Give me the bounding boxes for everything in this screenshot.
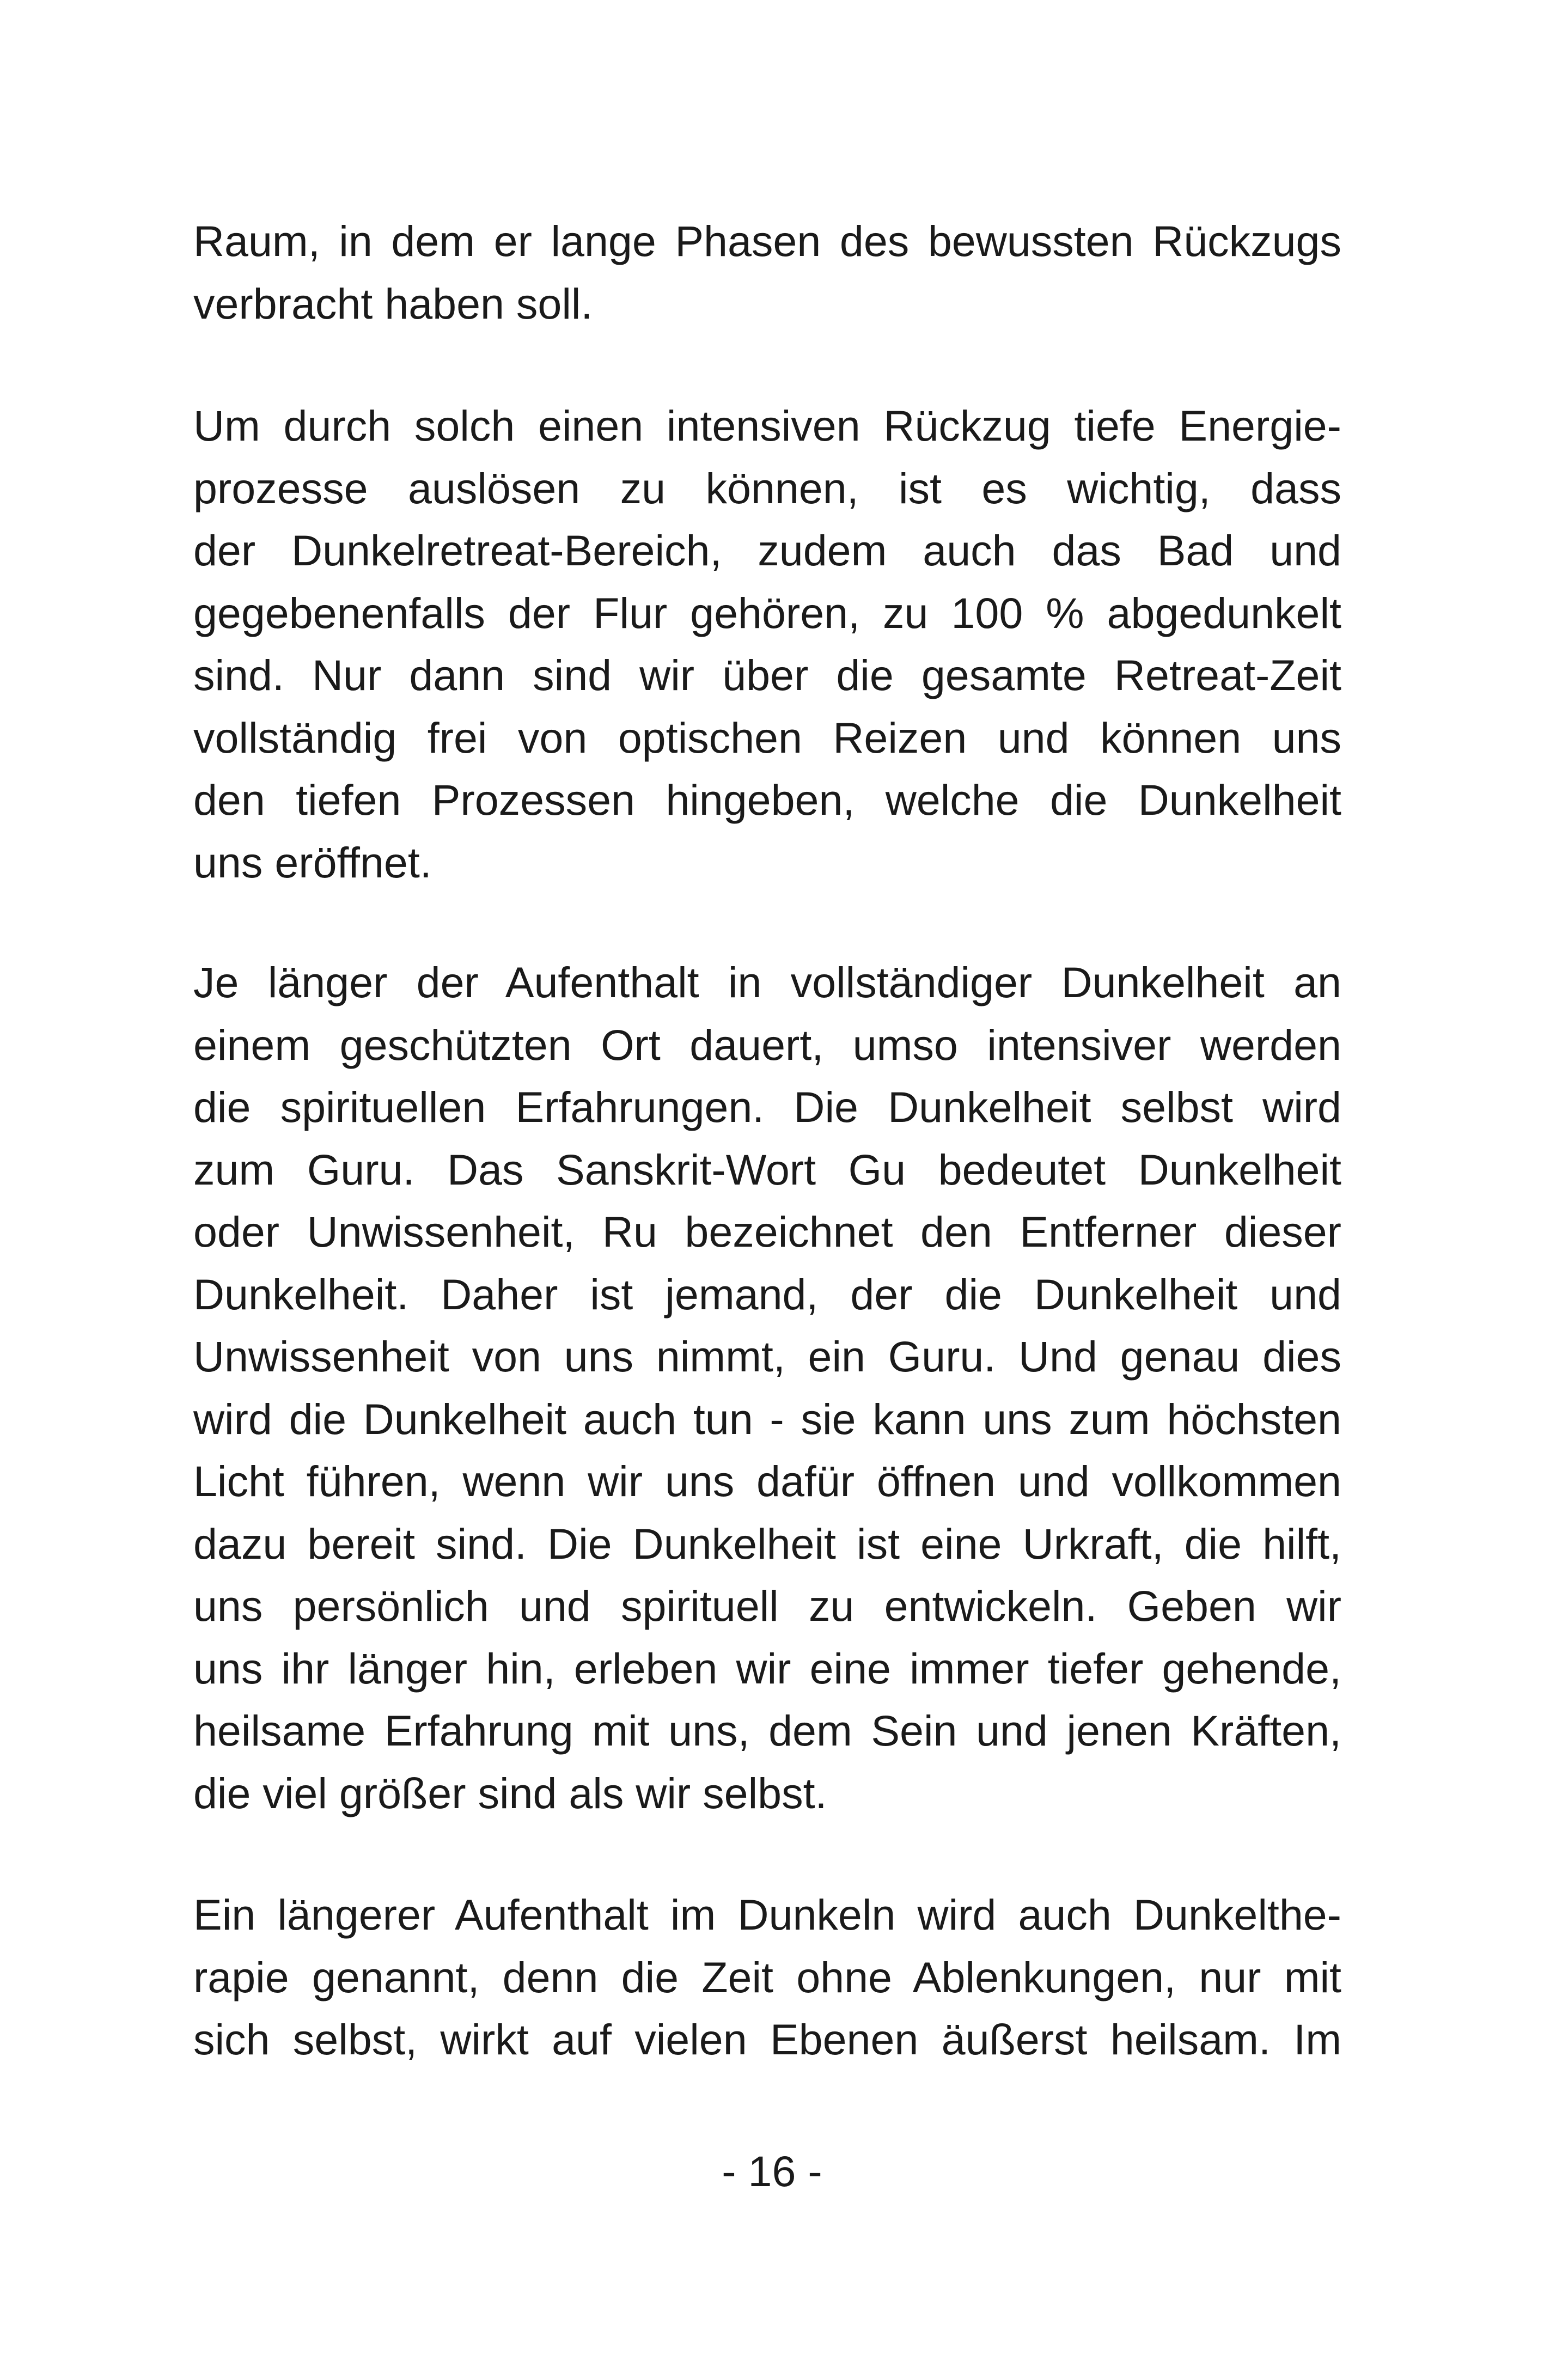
text-line: wird die Dunkelheit auch tun - sie kann uns zum höchsten [193, 1394, 1341, 1443]
text-line: rapie genannt, denn die Zeit ohne Ablenkungen, nur mit [193, 1952, 1341, 2001]
paragraph-1 [193, 210, 1341, 335]
text-line: den tiefen Prozessen hingeben, welche die Dunkelheit [193, 776, 1341, 824]
text-line: Ein längerer Aufenthalt im Dunkeln wird auch Dunkelthe- [193, 1890, 1341, 1939]
paragraph-2 [193, 395, 1341, 894]
text-line: sind. Nur dann sind wir über die gesamte Retreat-Zeit [193, 651, 1341, 699]
paragraph-4 [193, 1884, 1341, 2071]
text-line: dazu bereit sind. Die Dunkelheit ist eine Urkraft, die hilft, [193, 1519, 1341, 1568]
page-number: - 16 - [722, 2147, 822, 2195]
text-line: gegebenenfalls der Flur gehören, zu 100 % abgedunkelt [193, 588, 1341, 637]
text-line: Raum, in dem er lange Phasen des bewussten Rückzugs [193, 217, 1341, 265]
paragraph-3 [193, 951, 1341, 1824]
text-line: der Dunkelretreat-Bereich, zudem auch das Bad und [193, 526, 1341, 575]
text-line: die spirituellen Erfahrungen. Die Dunkelheit selbst wird [193, 1083, 1341, 1131]
text-line: sich selbst, wirkt auf vielen Ebenen äußerst heilsam. Im [193, 2015, 1341, 2064]
text-line: Je länger der Aufenthalt in vollständiger Dunkelheit an [193, 958, 1341, 1006]
text-line: uns eröffnet. [193, 838, 432, 887]
text-line: uns ihr länger hin, erleben wir eine immer tiefer gehende, [193, 1644, 1341, 1693]
text-line: zum Guru. Das Sanskrit-Wort Gu bedeutet Dunkelheit [193, 1145, 1341, 1194]
text-line: Um durch solch einen intensiven Rückzug tiefe Energie- [193, 401, 1341, 450]
text-line: uns persönlich und spirituell zu entwickeln. Geben wir [193, 1582, 1341, 1630]
text-line: heilsame Erfahrung mit uns, dem Sein und jenen Kräften, [193, 1706, 1341, 1755]
text-line: die viel größer sind als wir selbst. [193, 1768, 827, 1817]
text-line: Licht führen, wenn wir uns dafür öffnen und vollkommen [193, 1457, 1341, 1505]
text-line: einem geschützten Ort dauert, umso intensiver werden [193, 1020, 1341, 1069]
text-line: Dunkelheit. Daher ist jemand, der die Dunkelheit und [193, 1270, 1341, 1319]
text-line: prozesse auslösen zu können, ist es wichtig, dass [193, 463, 1341, 512]
text-line: oder Unwissenheit, Ru bezeichnet den Entferner dieser [193, 1207, 1341, 1256]
text-line: vollständig frei von optischen Reizen und können uns [193, 713, 1341, 762]
text-line: verbracht haben soll. [193, 279, 593, 328]
text-line: Unwissenheit von uns nimmt, ein Guru. Und genau dies [193, 1332, 1341, 1381]
